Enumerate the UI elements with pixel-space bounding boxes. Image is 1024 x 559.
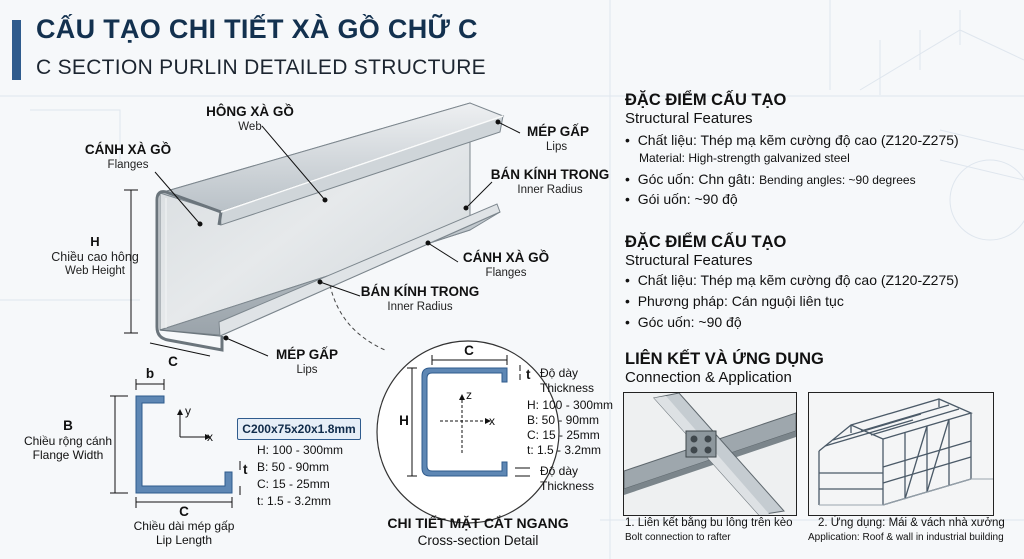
profile-spec-b: B: 50 - 90mm xyxy=(257,460,330,474)
cs-spec-c: C: 15 - 25mm xyxy=(527,428,600,442)
features1-heading-en: Structural Features xyxy=(625,110,753,127)
industrial-building-image xyxy=(808,392,994,516)
cs-thickness-en: Thickness xyxy=(540,381,595,395)
cs-spec-h: H: 100 - 300mm xyxy=(527,398,614,412)
features1-item-1: • Chất liệu: Thép mạ kẽm cường độ cao (Z120-Z275) xyxy=(625,132,959,148)
label-lips-bottom-en: Lips xyxy=(296,364,318,376)
features1-item-2-sub: Bending angles: ~90 degrees xyxy=(759,173,916,187)
cs-t-letter: t xyxy=(526,367,531,382)
profile-spec-h: H: 100 - 300mm xyxy=(257,443,344,457)
features1-item-1-text: Chất liệu: Thép mạ kẽm cường độ cao (Z120-Z275) xyxy=(637,132,959,148)
label-inner-radius-top-vn: BÁN KÍNH TRONG xyxy=(490,167,610,182)
t-dimension-letter: t xyxy=(243,462,248,477)
label-lips-top-en: Lips xyxy=(546,141,568,153)
application-heading-en: Connection & Application xyxy=(625,369,792,386)
cs-thickness2-vn: Độ dày xyxy=(540,464,579,478)
C-dimension-vn: Chiều dài mép gấp xyxy=(133,519,235,533)
title-en: C SECTION PURLIN DETAILED STRUCTURE xyxy=(36,56,486,79)
caption-2-en: Application: Roof & wall in industrial building xyxy=(808,532,1004,543)
features1-item-2: • Góc uốn: Chn gâtı: Bending angles: ~90 degrees xyxy=(625,171,916,187)
label-height-en: Web Height xyxy=(65,265,125,277)
B-dimension-en: Flange Width xyxy=(32,448,104,462)
B-dimension-letter: B xyxy=(63,418,73,433)
cs-thickness2-en: Thickness xyxy=(540,479,595,493)
label-lips-bottom-vn: MÉP GẤP xyxy=(275,347,339,362)
title-vn: CẤU TẠO CHI TIẾT XÀ GỒ CHỮ C xyxy=(36,14,478,44)
caption-2-vn: 2. Ứng dụng: Mái & vách nhà xưởng xyxy=(818,517,1005,529)
cs-c-letter: C xyxy=(464,343,474,358)
cs-thickness-vn: Độ dày xyxy=(540,366,579,380)
features2-item-3-text: Góc uốn: ~90 độ xyxy=(637,314,742,330)
features2-heading-en: Structural Features xyxy=(625,252,753,269)
cs-z-axis-label: z xyxy=(466,388,472,402)
features1-item-2-text: Góc uốn: Chn gâtı: xyxy=(637,171,756,187)
features2-item-2-text: Phương pháp: Cán nguội liên tục xyxy=(637,293,844,309)
bolt-connection-image xyxy=(623,392,797,516)
profile-spec-c: C: 15 - 25mm xyxy=(257,477,330,491)
y-axis-label: y xyxy=(185,404,191,418)
label-inner-radius-mid-vn: BÁN KÍNH TRONG xyxy=(360,284,480,299)
features2-item-1: • Chất liệu: Thép mạ kẽm cường độ cao (Z120-Z275) xyxy=(625,272,959,288)
features2-item-2: • Phương pháp: Cán nguội liên tục xyxy=(625,293,844,309)
spec-code: C200x75x20x1.8mm xyxy=(242,422,356,436)
profile-spec-t: t: 1.5 - 3.2mm xyxy=(257,494,332,508)
c-dimension-letter: C xyxy=(168,354,178,369)
cs-x-axis-label: x xyxy=(489,414,495,428)
features1-item-3-text: Gói uốn: ~90 độ xyxy=(637,191,738,207)
B-dimension-vn: Chiều rộng cánh xyxy=(23,434,113,448)
C-dimension-en: Lip Length xyxy=(155,533,213,547)
cs-title-vn: CHI TIẾT MẶT CẮT NGANG xyxy=(387,515,569,531)
label-inner-radius-mid-en: Inner Radius xyxy=(387,301,453,313)
features2-item-1-text: Chất liệu: Thép mạ kẽm cường độ cao (Z120-Z275) xyxy=(637,272,959,288)
cs-spec-t: t: 1.5 - 3.2mm xyxy=(527,443,602,457)
cs-h-letter: H xyxy=(399,413,409,428)
caption-1-en: Bolt connection to rafter xyxy=(625,532,731,543)
C-dimension-letter: C xyxy=(179,504,189,519)
label-flanges-top-en: Flanges xyxy=(107,159,149,171)
features1-item-1-sub: Material: High-strength galvanized steel xyxy=(639,151,850,165)
label-web-en: Web xyxy=(238,121,262,133)
label-flanges-top-vn: CÁNH XÀ GỒ xyxy=(84,142,172,157)
height-letter: H xyxy=(90,234,100,249)
features1-item-3: • Gói uốn: ~90 độ xyxy=(625,191,738,207)
label-flanges-mid-en: Flanges xyxy=(485,267,527,279)
label-web-vn: HÔNG XÀ GỒ xyxy=(206,104,294,119)
features2-heading-vn: ĐẶC ĐIỂM CẤU TẠO xyxy=(625,233,787,251)
label-flanges-mid-vn: CÁNH XÀ GỒ xyxy=(462,250,550,265)
label-lips-top-vn: MÉP GẤP xyxy=(527,124,590,139)
features1-heading-vn: ĐẶC ĐIỂM CẤU TẠO xyxy=(625,91,787,109)
cs-spec-b: B: 50 - 90mm xyxy=(527,413,600,427)
b-dimension-letter: b xyxy=(145,366,155,381)
label-inner-radius-top-en: Inner Radius xyxy=(517,184,583,196)
application-heading-vn: LIÊN KẾT VÀ ỨNG DỤNG xyxy=(625,350,824,368)
x-axis-label: x xyxy=(207,430,213,444)
caption-1-vn: 1. Liên kết bằng bu lông trên kèo xyxy=(625,517,793,529)
features2-item-3: • Góc uốn: ~90 độ xyxy=(625,314,742,330)
label-height-vn: Chiều cao hông xyxy=(51,250,139,264)
cs-title-en: Cross-section Detail xyxy=(417,533,539,548)
